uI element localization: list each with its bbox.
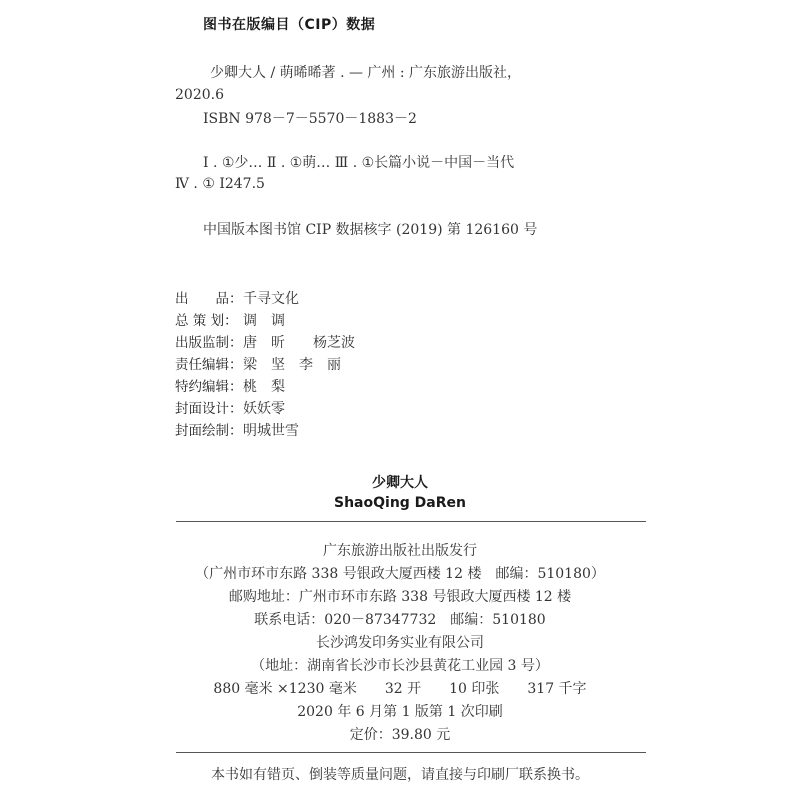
cip-title: 图书在版编目（CIP）数据	[203, 17, 376, 33]
top-divider	[176, 521, 646, 522]
price: 定价：39.80 元	[349, 727, 451, 743]
credit-label: 封面绘制：	[175, 423, 243, 439]
bottom-divider	[176, 752, 646, 753]
credit-row-cover-design	[175, 397, 285, 418]
credit-value: 桃 梨	[243, 379, 285, 395]
credit-value: 千寻文化	[243, 291, 299, 307]
book-title-cn: 少卿大人	[372, 475, 428, 491]
publisher-address: （广州市环市东路 338 号银政大厦西楼 12 楼 邮编：510180）	[195, 566, 605, 582]
credit-value: 梁 坚 李 丽	[243, 357, 341, 373]
credit-value: 唐 昕 杨芝波	[243, 335, 355, 351]
contact-phone: 联系电话：020－87347732 邮编：510180	[254, 612, 546, 628]
cip-classification-line2: Ⅳ . ① I247.5	[175, 176, 265, 192]
credit-row-cover-art	[175, 419, 299, 440]
edition: 2020 年 6 月第 1 版第 1 次印刷	[297, 704, 503, 720]
mailing-address: 邮购地址：广州市环市东路 338 号银政大厦西楼 12 楼	[228, 589, 572, 605]
credit-label: 总 策 划：	[175, 313, 238, 329]
credit-value: 妖妖零	[243, 401, 285, 417]
cip-record-line1: 少卿大人 / 萌晞晞著 . — 广州 : 广东旅游出版社，	[210, 65, 522, 81]
credit-label: 特约编辑：	[175, 379, 243, 395]
credit-row-producer	[175, 287, 299, 308]
quality-notice: 本书如有错页、倒装等质量问题，请直接与印刷厂联系换书。	[211, 767, 589, 783]
credit-label: 出版监制：	[175, 335, 243, 351]
credit-row-supervisor	[175, 331, 355, 352]
cip-library-note: 中国版本图书馆 CIP 数据核字 (2019) 第 126160 号	[203, 222, 538, 238]
print-specs: 880 毫米 ×1230 毫米 32 开 10 印张 317 千字	[213, 681, 587, 697]
cip-classification-line1: Ⅰ . ①少… Ⅱ . ①萌… Ⅲ . ①长篇小说－中国－当代	[203, 155, 515, 171]
credit-value: 明城世雪	[243, 423, 299, 439]
cip-record-line2: 2020.6	[175, 87, 224, 103]
credit-row-editor	[175, 353, 341, 374]
cip-isbn: ISBN 978－7－5570－1883－2	[203, 111, 417, 127]
printer: 长沙鸿发印务实业有限公司	[316, 635, 484, 651]
credit-row-planner	[175, 309, 285, 330]
credit-label: 出 品：	[175, 291, 243, 307]
printer-address: （地址：湖南省长沙市长沙县黄花工业园 3 号）	[251, 658, 549, 674]
credit-label: 封面设计：	[175, 401, 243, 417]
credit-value: 调 调	[243, 313, 285, 329]
credit-row-special-editor	[175, 375, 285, 396]
book-title-en: ShaoQing DaRen	[334, 495, 466, 511]
publisher: 广东旅游出版社出版发行	[323, 543, 477, 559]
credit-label: 责任编辑：	[175, 357, 243, 373]
